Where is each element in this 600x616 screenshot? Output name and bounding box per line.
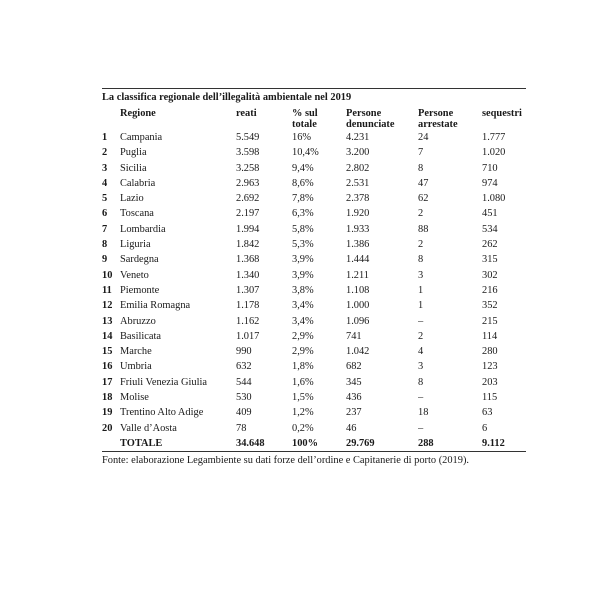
cell-denunciate: 1.000 [346, 300, 370, 312]
cell-regione: Abruzzo [120, 315, 156, 327]
cell-denunciate: 4.231 [346, 132, 370, 143]
cell-sequestri: 123 [482, 361, 498, 373]
cell-pct: 5,8% [292, 223, 314, 235]
cell-arrestate: 7 [418, 147, 424, 159]
cell-regione: Campania [120, 132, 163, 143]
table-row [102, 390, 526, 405]
cell-regione: Liguria [120, 239, 151, 251]
cell-regione: Umbria [120, 361, 152, 373]
table-body [102, 130, 526, 452]
cell-reati: 1.368 [236, 254, 260, 266]
cell-denunciate: 237 [346, 407, 362, 419]
cell-pct: 1,5% [292, 392, 314, 404]
table-row [102, 130, 526, 145]
cell-reati: 3.598 [236, 147, 260, 159]
cell-reati: 2.692 [236, 193, 260, 205]
cell-sequestri: 262 [482, 239, 498, 251]
cell-sequestri: 974 [482, 177, 498, 189]
cell-pct: 6,3% [292, 208, 314, 220]
header-row [102, 104, 526, 130]
header-arr-line1: Persone [418, 108, 454, 119]
cell-denunciate: 1.211 [346, 269, 369, 281]
cell-arrestate: – [418, 392, 424, 404]
header-denunciate [346, 104, 418, 130]
cell-sequestri: 6 [482, 422, 488, 434]
header-sequestri [482, 104, 526, 130]
cell-denunciate: 1.920 [346, 208, 370, 220]
cell-arrestate: 2 [418, 208, 424, 220]
table-row [102, 237, 526, 252]
cell-reati: 632 [236, 361, 252, 373]
cell-pct: 1,2% [292, 407, 314, 419]
table-row [102, 191, 526, 206]
cell-arrestate: 3 [418, 361, 424, 373]
cell-denunciate: 1.386 [346, 239, 370, 251]
table-row [102, 145, 526, 160]
cell-arrestate: 8 [418, 376, 424, 388]
cell-pct: 10,4% [292, 147, 319, 159]
cell-denunciate: 436 [346, 392, 362, 404]
cell-reati: 3.258 [236, 162, 260, 174]
cell-pct: 0,2% [292, 422, 314, 434]
cell-reati: 1.994 [236, 223, 260, 235]
cell-pct: 3,4% [292, 300, 314, 312]
cell-reati: 1.340 [236, 269, 260, 281]
cell-pct: 2,9% [292, 330, 314, 342]
cell-arrestate: 8 [418, 162, 424, 174]
cell-n: 11 [102, 284, 112, 296]
cell-arrestate: 2 [418, 330, 424, 342]
cell-regione: Friuli Venezia Giulia [120, 376, 207, 388]
cell-denunciate: 1.096 [346, 315, 370, 327]
total-denunciate: 29.769 [346, 436, 418, 452]
total-arrestate: 288 [418, 436, 482, 452]
header-arr-line2: arrestate [418, 119, 458, 130]
total-reati: 34.648 [236, 436, 292, 452]
cell-sequestri: 1.777 [482, 132, 506, 143]
cell-regione: Sardegna [120, 254, 159, 266]
total-pct: 100% [292, 436, 346, 452]
cell-arrestate: 3 [418, 269, 424, 281]
cell-regione: Basilicata [120, 330, 161, 342]
cell-reati: 530 [236, 392, 252, 404]
table-row [102, 329, 526, 344]
cell-denunciate: 682 [346, 361, 362, 373]
cell-arrestate: 8 [418, 254, 424, 266]
total-row [102, 436, 526, 452]
cell-regione: Marche [120, 346, 152, 358]
cell-regione: Molise [120, 392, 149, 404]
header-pct [292, 104, 346, 130]
table-row [102, 252, 526, 267]
cell-n: 16 [102, 361, 113, 373]
total-label: TOTALE [120, 436, 236, 452]
cell-regione: Lombardia [120, 223, 166, 235]
cell-reati: 990 [236, 346, 252, 358]
cell-reati: 1.178 [236, 300, 260, 312]
cell-sequestri: 115 [482, 392, 498, 404]
table-row [102, 176, 526, 191]
cell-arrestate: 88 [418, 223, 429, 235]
cell-pct: 3,9% [292, 269, 314, 281]
cell-n: 3 [102, 162, 108, 174]
cell-pct: 3,9% [292, 254, 314, 266]
cell-reati: 1.162 [236, 315, 260, 327]
cell-sequestri: 63 [482, 407, 493, 419]
cell-reati: 1.307 [236, 284, 260, 296]
cell-n: 14 [102, 330, 113, 342]
cell-denunciate: 46 [346, 422, 357, 434]
header-den-line1: Persone [346, 108, 382, 119]
cell-arrestate: 62 [418, 193, 429, 205]
header-reati-label: reati [236, 108, 257, 119]
cell-sequestri: 114 [482, 330, 498, 342]
header-pct-line2: totale [292, 119, 317, 130]
cell-n: 4 [102, 177, 108, 189]
table-row [102, 206, 526, 221]
header-regione [120, 104, 236, 130]
cell-pct: 3,8% [292, 284, 314, 296]
header-pct-line1: % sul [292, 108, 318, 119]
cell-arrestate: 4 [418, 346, 424, 358]
cell-denunciate: 741 [346, 330, 362, 342]
header-sequestri-label: sequestri [482, 108, 522, 119]
cell-regione: Lazio [120, 193, 144, 205]
total-rank-empty [102, 436, 120, 452]
cell-pct: 7,8% [292, 193, 314, 205]
cell-n: 20 [102, 422, 113, 434]
cell-n: 9 [102, 254, 108, 266]
table-row [102, 268, 526, 283]
cell-regione: Calabria [120, 177, 156, 189]
total-sequestri: 9.112 [482, 436, 526, 452]
table-row [102, 344, 526, 359]
cell-arrestate: 2 [418, 239, 424, 251]
cell-n: 15 [102, 346, 113, 358]
cell-reati: 78 [236, 422, 247, 434]
header-den-line2: denunciate [346, 119, 395, 130]
cell-sequestri: 203 [482, 376, 498, 388]
cell-denunciate: 2.802 [346, 162, 370, 174]
document-table-figure [102, 88, 526, 468]
cell-n: 19 [102, 407, 113, 419]
cell-sequestri: 215 [482, 315, 498, 327]
table-row [102, 283, 526, 298]
cell-sequestri: 451 [482, 208, 498, 220]
cell-arrestate: 1 [418, 284, 424, 296]
cell-arrestate: 18 [418, 407, 429, 419]
cell-reati: 5.549 [236, 132, 260, 143]
table-row [102, 161, 526, 176]
table-row [102, 359, 526, 374]
cell-pct: 3,4% [292, 315, 314, 327]
cell-denunciate: 1.933 [346, 223, 370, 235]
cell-n: 2 [102, 147, 108, 159]
cell-sequestri: 315 [482, 254, 498, 266]
cell-reati: 1.017 [236, 330, 260, 342]
cell-sequestri: 534 [482, 223, 498, 235]
cell-n: 13 [102, 315, 113, 327]
cell-n: 5 [102, 193, 108, 205]
cell-pct: 8,6% [292, 177, 314, 189]
header-regione-label: Regione [120, 108, 156, 119]
cell-n: 10 [102, 269, 113, 281]
table-row [102, 405, 526, 420]
ranking-table [102, 104, 526, 452]
cell-denunciate: 2.378 [346, 193, 370, 205]
cell-pct: 5,3% [292, 239, 314, 251]
cell-denunciate: 1.108 [346, 284, 370, 296]
cell-n: 1 [102, 132, 108, 143]
cell-regione: Emilia Romagna [120, 300, 191, 312]
cell-pct: 2,9% [292, 346, 314, 358]
cell-sequestri: 302 [482, 269, 498, 281]
cell-denunciate: 1.042 [346, 346, 370, 358]
cell-arrestate: 1 [418, 300, 424, 312]
cell-regione: Veneto [120, 269, 149, 281]
cell-regione: Sicilia [120, 162, 147, 174]
cell-pct: 1,8% [292, 361, 314, 373]
cell-arrestate: – [418, 315, 424, 327]
cell-regione: Valle d’Aosta [120, 422, 177, 434]
cell-regione: Puglia [120, 147, 147, 159]
cell-arrestate: 24 [418, 132, 429, 143]
cell-n: 6 [102, 208, 108, 220]
cell-n: 17 [102, 376, 113, 388]
cell-reati: 409 [236, 407, 252, 419]
cell-sequestri: 352 [482, 300, 498, 312]
table-row [102, 375, 526, 390]
cell-regione: Toscana [120, 208, 154, 220]
header-reati [236, 104, 292, 130]
table-row [102, 298, 526, 313]
cell-denunciate: 345 [346, 376, 362, 388]
cell-n: 8 [102, 239, 108, 251]
cell-pct: 9,4% [292, 162, 314, 174]
cell-sequestri: 1.080 [482, 193, 506, 205]
cell-reati: 544 [236, 376, 252, 388]
cell-arrestate: 47 [418, 177, 429, 189]
cell-sequestri: 216 [482, 284, 498, 296]
cell-arrestate: – [418, 422, 424, 434]
cell-reati: 1.842 [236, 239, 260, 251]
cell-reati: 2.197 [236, 208, 260, 220]
cell-regione: Piemonte [120, 284, 160, 296]
cell-reati: 2.963 [236, 177, 260, 189]
cell-n: 18 [102, 392, 113, 404]
header-rank [102, 104, 120, 130]
cell-n: 12 [102, 300, 113, 312]
table-title: La classifica regionale dell’illegalità ambientale nel 2019 [102, 92, 352, 103]
cell-denunciate: 3.200 [346, 147, 370, 159]
cell-n: 7 [102, 223, 108, 235]
cell-regione: Trentino Alto Adige [120, 407, 204, 419]
cell-sequestri: 1.020 [482, 147, 506, 159]
cell-pct: 1,6% [292, 376, 314, 388]
cell-denunciate: 1.444 [346, 254, 370, 266]
table-row [102, 421, 526, 436]
cell-denunciate: 2.531 [346, 177, 370, 189]
cell-pct: 16% [292, 132, 312, 143]
header-arrestate [418, 104, 482, 130]
table-row [102, 222, 526, 237]
table-row [102, 314, 526, 329]
source-note: Fonte: elaborazione Legambiente su dati forze dell’ordine e Capitanerie di porto (2019). [102, 455, 470, 467]
cell-sequestri: 280 [482, 346, 498, 358]
cell-sequestri: 710 [482, 162, 498, 174]
